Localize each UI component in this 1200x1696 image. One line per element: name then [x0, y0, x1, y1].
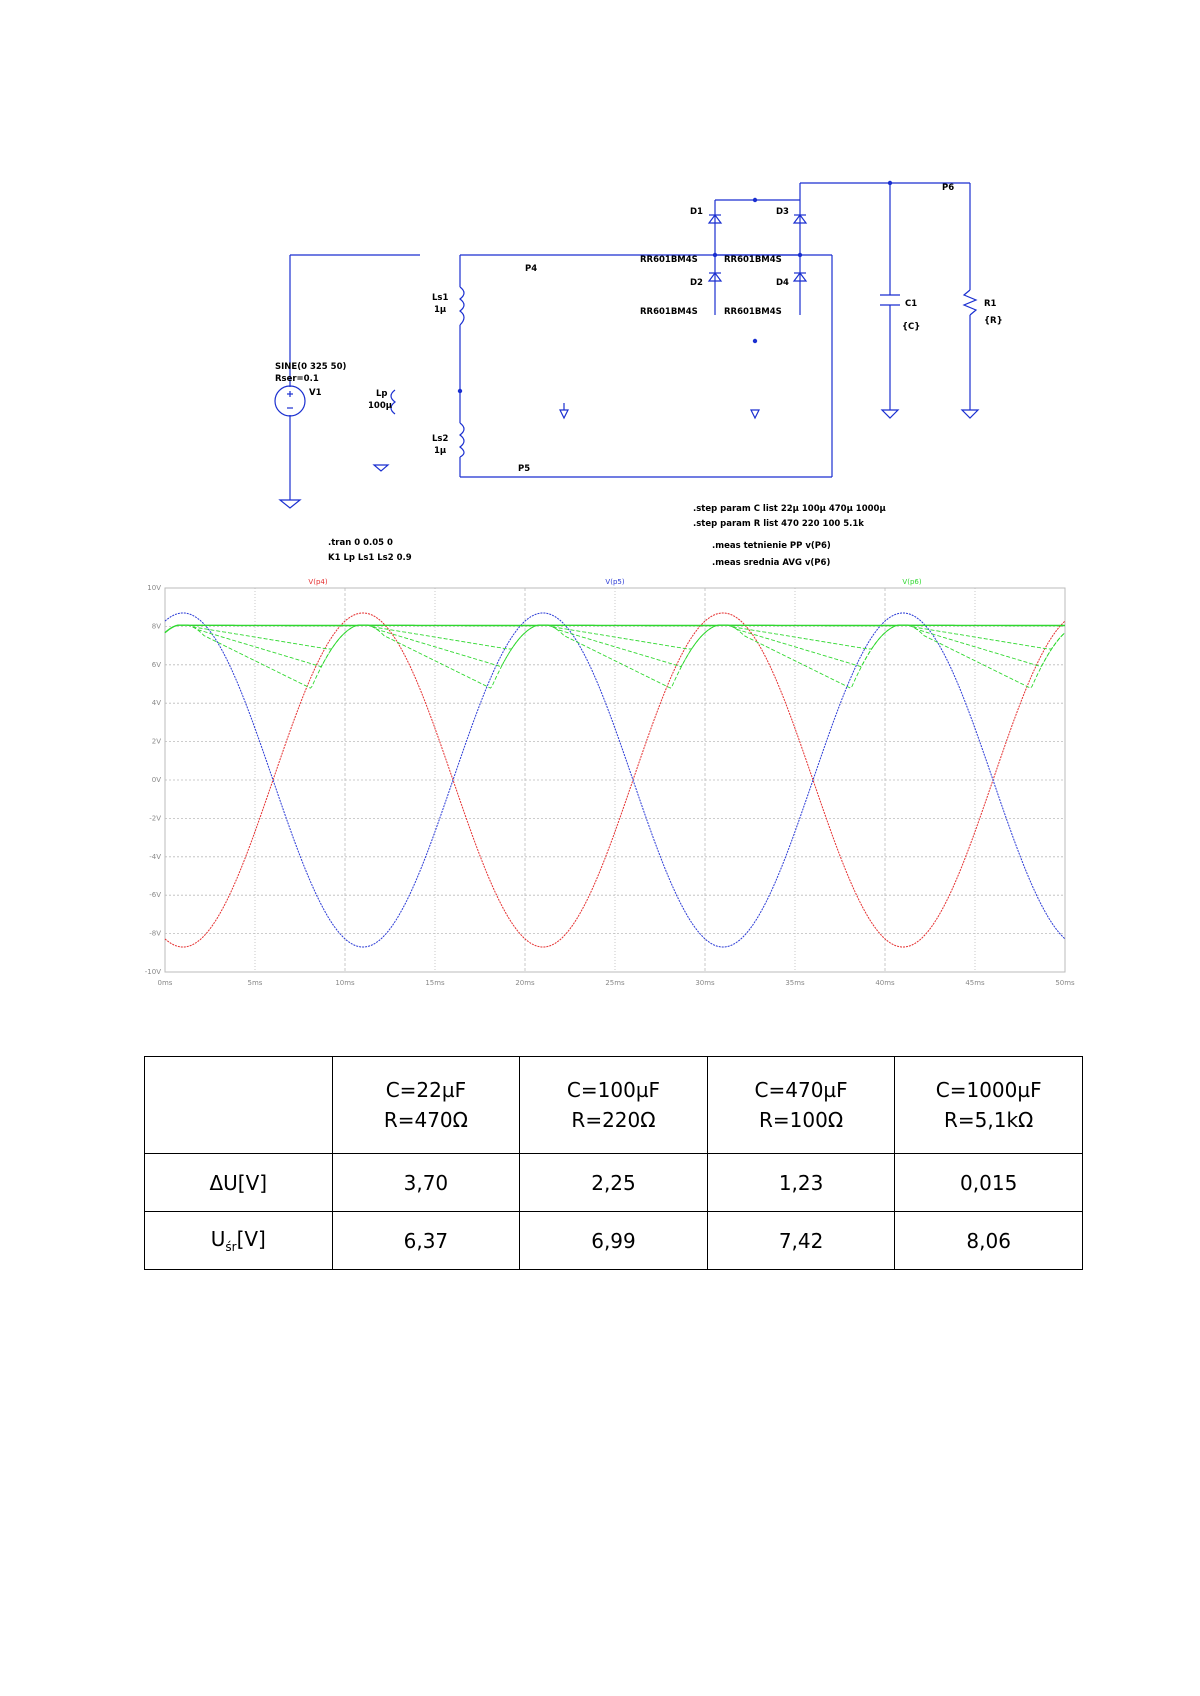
inductor-ls2-value: 1µ	[434, 446, 447, 456]
capacitor-name: C1	[905, 299, 918, 309]
y-tick-label: 0V	[151, 776, 161, 784]
diode-d3-name: D3	[776, 207, 789, 217]
diode-d4-model: RR601BM4S	[724, 307, 782, 317]
y-tick-label: 8V	[151, 622, 161, 631]
x-tick-label: 20ms	[515, 979, 535, 987]
column-r-value: R=220Ω	[571, 1108, 656, 1132]
x-tick-label: 15ms	[425, 979, 445, 987]
column-r-value: R=5,1kΩ	[944, 1108, 1034, 1132]
x-tick-label: 40ms	[875, 979, 895, 987]
resistor-name: R1	[984, 299, 997, 309]
source-value-label: SINE(0 325 50)	[275, 362, 347, 372]
source-rser-label: Rser=0.1	[275, 374, 319, 384]
inductor-ls2-name: Ls2	[432, 434, 449, 444]
directive-step-c: .step param C list 22µ 100µ 470µ 1000µ	[693, 504, 886, 514]
inductor-lp-value: 100µ	[368, 401, 392, 411]
table-cell: 2,25	[520, 1154, 708, 1212]
table-cell: 8,06	[895, 1212, 1083, 1270]
row-label: ΔU[V]	[145, 1154, 333, 1212]
x-tick-label: 30ms	[695, 979, 715, 987]
results-table	[144, 1056, 1083, 1270]
resistor-value: {R}	[984, 316, 1003, 326]
y-tick-label: -10V	[144, 968, 161, 976]
capacitor-value: {C}	[902, 322, 921, 332]
column-r-value: R=100Ω	[759, 1108, 844, 1132]
row-label	[145, 1212, 333, 1270]
x-tick-label: 35ms	[785, 979, 805, 987]
directive-step-r: .step param R list 470 220 100 5.1k	[693, 519, 864, 529]
directive-coupling: K1 Lp Ls1 Ls2 0.9	[328, 553, 412, 563]
y-tick-label: -6V	[149, 891, 161, 900]
legend-vp5: V(p5)	[605, 578, 625, 586]
legend-vp4: V(p4)	[308, 578, 328, 586]
table-row-ripple	[145, 1154, 1083, 1212]
y-tick-label: -4V	[149, 852, 161, 861]
row-label-subscript: śr	[225, 1240, 237, 1254]
table-header-row	[145, 1057, 1083, 1154]
y-tick-label: -2V	[149, 814, 161, 823]
x-tick-label: 10ms	[335, 979, 355, 987]
legend-vp6: V(p6)	[902, 578, 922, 586]
column-c-value: C=1000µF	[935, 1078, 1042, 1102]
column-header	[707, 1057, 895, 1154]
y-tick-label: 10V	[147, 584, 161, 592]
y-tick-label: -8V	[149, 929, 161, 938]
column-r-value: R=470Ω	[383, 1108, 468, 1132]
inductor-ls1-name: Ls1	[432, 293, 449, 303]
x-tick-label: 0ms	[157, 979, 173, 987]
table-corner-cell	[145, 1057, 333, 1154]
table-cell: 6,37	[332, 1212, 520, 1270]
diode-d4-name: D4	[776, 278, 789, 288]
row-label-main: U	[210, 1227, 226, 1251]
column-header	[520, 1057, 708, 1154]
diode-d3-model: RR601BM4S	[724, 255, 782, 265]
y-tick-label: 6V	[151, 660, 161, 669]
table-row-average	[145, 1212, 1083, 1270]
waveform-plot	[130, 570, 1080, 990]
x-tick-label: 5ms	[247, 979, 263, 987]
net-p4-label: P4	[525, 264, 538, 274]
diode-d1-name: D1	[690, 207, 703, 217]
x-tick-label: 45ms	[965, 979, 985, 987]
diode-d1-model: RR601BM4S	[640, 255, 698, 265]
directive-meas-avg: .meas srednia AVG v(P6)	[712, 558, 831, 568]
x-tick-label: 25ms	[605, 979, 625, 987]
column-c-value: C=100µF	[566, 1078, 661, 1102]
inductor-lp-name: Lp	[376, 389, 388, 399]
source-name-label: V1	[309, 388, 322, 398]
diode-d2-model: RR601BM4S	[640, 307, 698, 317]
table-cell: 6,99	[520, 1212, 708, 1270]
column-header	[332, 1057, 520, 1154]
y-tick-label: 4V	[151, 699, 161, 708]
diode-d2-name: D2	[690, 278, 703, 288]
column-header	[895, 1057, 1083, 1154]
column-c-value: C=470µF	[754, 1078, 848, 1102]
table-cell: 1,23	[707, 1154, 895, 1212]
directive-tran: .tran 0 0.05 0	[328, 538, 393, 548]
table-cell: 0,015	[895, 1154, 1083, 1212]
net-p6-label: P6	[942, 183, 955, 193]
x-tick-label: 50ms	[1055, 979, 1075, 987]
table-cell: 3,70	[332, 1154, 520, 1212]
net-p5-label: P5	[518, 464, 531, 474]
directive-meas-pp: .meas tetnienie PP v(P6)	[712, 541, 831, 551]
row-label-unit: [V]	[236, 1227, 266, 1251]
circuit-schematic	[200, 175, 1020, 575]
inductor-ls1-value: 1µ	[434, 305, 447, 315]
column-c-value: C=22µF	[385, 1078, 467, 1102]
y-tick-label: 2V	[151, 737, 161, 746]
table-cell: 7,42	[707, 1212, 895, 1270]
